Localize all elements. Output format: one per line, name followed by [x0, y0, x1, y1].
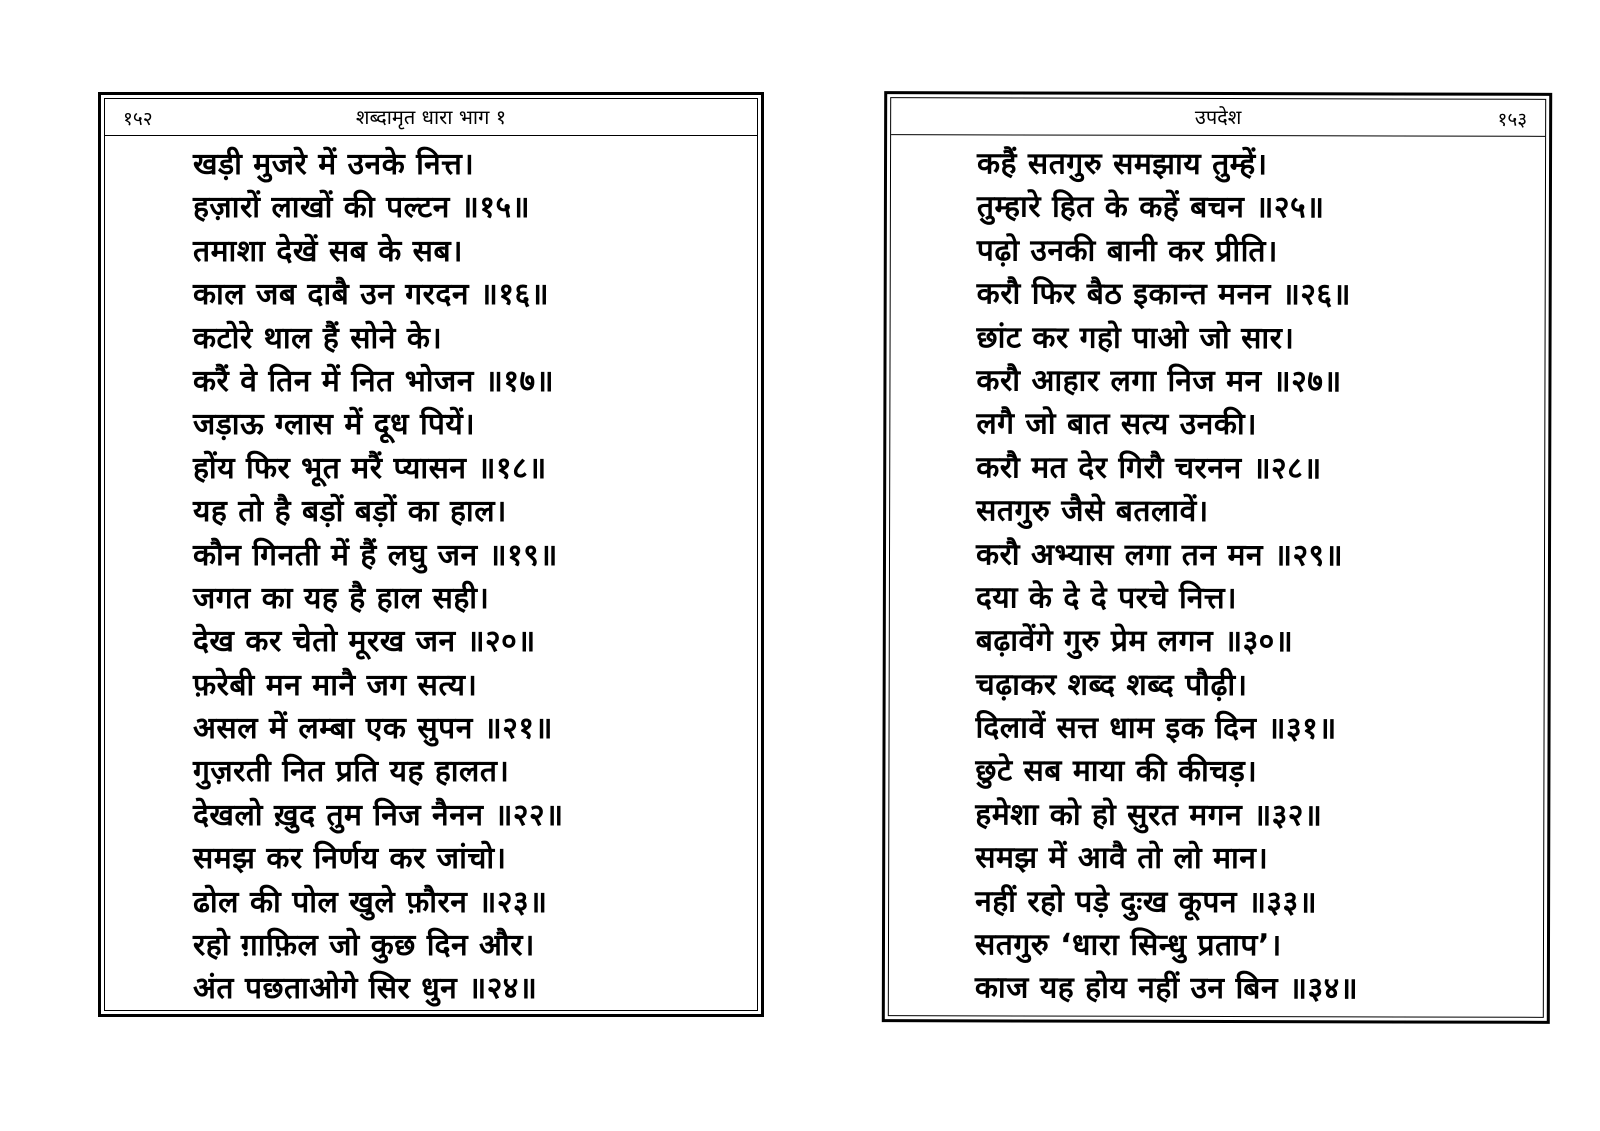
verse-line: करौ आहार लगा निज मन ॥२७॥	[976, 363, 1342, 400]
verse-line: करौ मत देर गिरौ चरनन ॥२८॥	[976, 450, 1322, 487]
verse-line: होंय फिर भूत मरैं प्यासन ॥१८॥	[193, 450, 547, 486]
verse-line: खड़ी मुजरे में उनके नित्त।	[193, 147, 475, 182]
verse-line: दया के दे दे परचे नित्त।	[975, 580, 1238, 616]
verse-line: तमाशा देखें सब के सब।	[193, 233, 463, 269]
verse-line: चढ़ाकर शब्द शब्द पौढ़ी।	[975, 667, 1248, 703]
verse-line: पढ़ो उनकी बानी कर प्रीति।	[976, 233, 1278, 269]
verse-line: रहो ग़ाफ़िल जो कुछ दिन और।	[193, 928, 535, 964]
verse-line: नहीं रहो पड़े दुःख कूपन ॥३३॥	[975, 884, 1318, 920]
verse-line: जगत का यह है हाल सही।	[193, 580, 490, 616]
left-page	[98, 92, 764, 1017]
verse-line: समझ कर निर्णय कर जांचो।	[193, 841, 507, 877]
verse-line: यह तो है बड़ों बड़ों का हाल।	[193, 494, 507, 530]
verse-line: तुम्हारे हित के कहें बचन ॥२५॥	[976, 189, 1325, 226]
verse-line: अंत पछताओगे सिर धुन ॥२४॥	[193, 971, 538, 1007]
verse-line: करौ फिर बैठ इकान्त मनन ॥२६॥	[976, 276, 1352, 313]
right-page-header	[891, 98, 1545, 137]
verse-line: छांट कर गहो पाओ जो सार।	[976, 319, 1295, 356]
right-page-number: १५३	[1497, 108, 1528, 131]
verse-line: करैं वे तिन में नित भोजन ॥१७॥	[193, 363, 555, 399]
verse-line: सतगुरु ‘धारा सिन्धु प्रताप’।	[974, 927, 1282, 964]
verse-line: ढोल की पोल खुले फ़ौरन ॥२३॥	[193, 884, 548, 920]
verse-line: काल जब दाबै उन गरदन ॥१६॥	[193, 277, 550, 313]
verse-line: कटोरे थाल हैं सोने के।	[193, 320, 443, 356]
verse-line: देखलो ख़ुद तुम निज नैनन ॥२२॥	[193, 797, 564, 833]
verse-line: देख कर चेतो मूरख जन ॥२०॥	[193, 624, 536, 660]
right-page	[882, 91, 1552, 1024]
left-page-number: १५२	[123, 108, 153, 130]
verse-line: समझ में आवै तो लो मान।	[975, 840, 1269, 877]
verse-line: काज यह होय नहीं उन बिन ॥३४॥	[974, 970, 1359, 1007]
left-verse-list	[101, 143, 761, 1011]
left-page-header	[105, 99, 757, 136]
verse-line: लगै जो बात सत्य उनकी।	[976, 406, 1258, 443]
verse-line: फ़रेबी मन मानै जग सत्य।	[193, 667, 478, 703]
verse-line: छुटे सब माया की कीचड़।	[975, 753, 1258, 790]
verse-line: असल में लम्बा एक सुपन ॥२१॥	[193, 711, 553, 747]
verse-line: सतगुरु जैसे बतलावें।	[976, 493, 1209, 530]
verse-line: करौ अभ्यास लगा तन मन ॥२९॥	[975, 536, 1344, 573]
verse-line: दिलावें सत्त धाम इक दिन ॥३१॥	[975, 710, 1337, 747]
verse-line: गुज़रती नित प्रति यह हालत।	[193, 754, 510, 790]
verse-line: कौन गिनती में हैं लघु जन ॥१९॥	[193, 537, 558, 573]
verse-line: कहैं सतगुरु समझाय तुम्हें।	[976, 146, 1268, 183]
left-running-title: शब्दामृत धारा भाग १	[355, 105, 507, 129]
verse-line: जड़ाऊ ग्लास में दूध पियें।	[193, 407, 476, 443]
verse-line: बढ़ावेंगे गुरु प्रेम लगन ॥३०॥	[975, 623, 1294, 660]
right-running-title: उपदेश	[1194, 104, 1242, 130]
verse-line: हमेशा को हो सुरत मगन ॥३२॥	[975, 797, 1323, 834]
right-verse-list	[885, 142, 1549, 1012]
verse-line: हज़ारों लाखों की पल्टन ॥१५॥	[193, 190, 531, 226]
